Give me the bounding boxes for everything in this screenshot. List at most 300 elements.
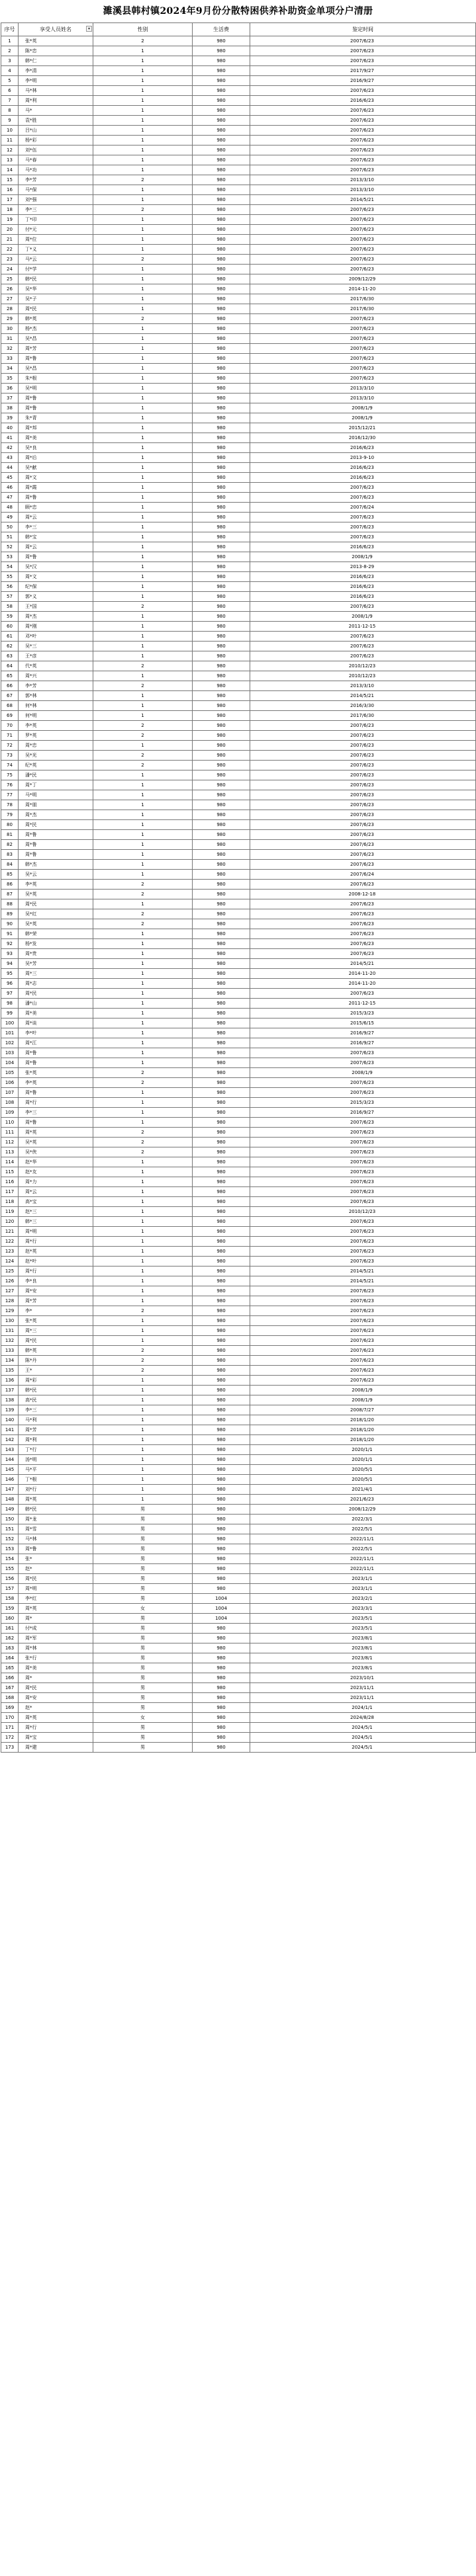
cell-gender[interactable]: 男 <box>93 1614 193 1624</box>
cell-index[interactable]: 55 <box>1 572 19 582</box>
cell-name[interactable]: 周*雪 <box>19 1524 93 1534</box>
cell-gender[interactable]: 1 <box>93 1286 193 1296</box>
cell-index[interactable]: 69 <box>1 711 19 721</box>
cell-fee[interactable]: 980 <box>193 542 250 552</box>
cell-index[interactable]: 93 <box>1 949 19 959</box>
cell-gender[interactable]: 1 <box>93 1197 193 1207</box>
cell-name[interactable]: 赵*友 <box>19 1167 93 1177</box>
cell-fee[interactable]: 980 <box>193 1564 250 1574</box>
cell-fee[interactable]: 980 <box>193 1286 250 1296</box>
cell-gender[interactable]: 1 <box>93 1485 193 1495</box>
cell-date[interactable]: 2016/6/23 <box>250 572 476 582</box>
cell-index[interactable]: 31 <box>1 334 19 344</box>
cell-date[interactable]: 2010/12/23 <box>250 1207 476 1217</box>
cell-name[interactable]: 周*云 <box>19 513 93 522</box>
cell-fee[interactable]: 980 <box>193 870 250 880</box>
cell-fee[interactable]: 980 <box>193 1653 250 1663</box>
cell-fee[interactable]: 980 <box>193 1683 250 1693</box>
cell-name[interactable]: 赵*叶 <box>19 1257 93 1267</box>
cell-gender[interactable]: 2 <box>93 721 193 731</box>
cell-fee[interactable]: 980 <box>193 364 250 374</box>
cell-date[interactable]: 2010/12/23 <box>250 661 476 671</box>
cell-date[interactable]: 2022/11/1 <box>250 1554 476 1564</box>
cell-index[interactable]: 155 <box>1 1564 19 1574</box>
cell-date[interactable]: 2007/6/23 <box>250 1376 476 1386</box>
cell-index[interactable]: 44 <box>1 463 19 473</box>
cell-fee[interactable]: 980 <box>193 106 250 116</box>
cell-date[interactable]: 2008/1/9 <box>250 612 476 622</box>
cell-date[interactable]: 2023/11/1 <box>250 1683 476 1693</box>
cell-name[interactable]: 张* <box>19 1554 93 1564</box>
cell-index[interactable]: 123 <box>1 1247 19 1257</box>
cell-date[interactable]: 2007/6/23 <box>250 820 476 830</box>
cell-gender[interactable]: 2 <box>93 175 193 185</box>
cell-gender[interactable]: 1 <box>93 522 193 532</box>
cell-fee[interactable]: 980 <box>193 1009 250 1018</box>
cell-date[interactable]: 2018/1/20 <box>250 1435 476 1445</box>
cell-index[interactable]: 41 <box>1 433 19 443</box>
cell-fee[interactable]: 980 <box>193 761 250 770</box>
cell-index[interactable]: 77 <box>1 790 19 800</box>
cell-gender[interactable]: 1 <box>93 552 193 562</box>
cell-name[interactable]: 周*利 <box>19 96 93 106</box>
cell-fee[interactable]: 980 <box>193 324 250 334</box>
cell-fee[interactable]: 980 <box>193 1445 250 1455</box>
cell-index[interactable]: 98 <box>1 999 19 1009</box>
cell-index[interactable]: 135 <box>1 1366 19 1376</box>
cell-date[interactable]: 2007/6/23 <box>250 899 476 909</box>
cell-name[interactable]: 周*行 <box>19 1237 93 1247</box>
cell-name[interactable]: 吴*明 <box>19 384 93 394</box>
cell-fee[interactable]: 980 <box>193 56 250 66</box>
cell-date[interactable]: 2007/6/23 <box>250 483 476 493</box>
cell-fee[interactable]: 980 <box>193 1505 250 1515</box>
cell-name[interactable]: 周*鲁 <box>19 394 93 403</box>
cell-gender[interactable]: 1 <box>93 1018 193 1028</box>
cell-name[interactable]: 何*明 <box>19 711 93 721</box>
cell-date[interactable]: 2007/6/23 <box>250 1316 476 1326</box>
cell-name[interactable]: 周*鲁 <box>19 403 93 413</box>
cell-name[interactable]: 韩*民 <box>19 1505 93 1515</box>
cell-index[interactable]: 157 <box>1 1584 19 1594</box>
cell-fee[interactable]: 980 <box>193 1693 250 1703</box>
cell-fee[interactable]: 980 <box>193 1515 250 1524</box>
cell-gender[interactable]: 2 <box>93 761 193 770</box>
cell-gender[interactable]: 2 <box>93 681 193 691</box>
cell-index[interactable]: 83 <box>1 850 19 860</box>
cell-fee[interactable]: 980 <box>193 1415 250 1425</box>
cell-gender[interactable]: 1 <box>93 413 193 423</box>
cell-name[interactable]: 吴*云 <box>19 870 93 880</box>
cell-date[interactable]: 2007/6/23 <box>250 145 476 155</box>
cell-gender[interactable]: 1 <box>93 1028 193 1038</box>
cell-date[interactable]: 2007/6/23 <box>250 1257 476 1267</box>
cell-fee[interactable]: 980 <box>193 136 250 145</box>
cell-date[interactable]: 2007/6/23 <box>250 1187 476 1197</box>
cell-date[interactable]: 2007/6/23 <box>250 493 476 503</box>
cell-fee[interactable]: 980 <box>193 1167 250 1177</box>
cell-index[interactable]: 143 <box>1 1445 19 1455</box>
cell-index[interactable]: 102 <box>1 1038 19 1048</box>
cell-index[interactable]: 168 <box>1 1693 19 1703</box>
cell-name[interactable]: 周*鲁 <box>19 552 93 562</box>
cell-fee[interactable]: 980 <box>193 860 250 870</box>
cell-name[interactable]: 马*利 <box>19 1415 93 1425</box>
cell-date[interactable]: 2007/6/23 <box>250 761 476 770</box>
cell-fee[interactable]: 980 <box>193 691 250 701</box>
cell-gender[interactable]: 1 <box>93 155 193 165</box>
cell-fee[interactable]: 980 <box>193 1643 250 1653</box>
cell-index[interactable]: 71 <box>1 731 19 741</box>
cell-index[interactable]: 87 <box>1 890 19 899</box>
cell-gender[interactable]: 1 <box>93 562 193 572</box>
cell-index[interactable]: 109 <box>1 1108 19 1118</box>
cell-index[interactable]: 23 <box>1 255 19 265</box>
cell-gender[interactable]: 1 <box>93 394 193 403</box>
cell-gender[interactable]: 1 <box>93 1217 193 1227</box>
cell-fee[interactable]: 980 <box>193 423 250 433</box>
cell-name[interactable]: 马*林 <box>19 86 93 96</box>
cell-name[interactable]: 周*美 <box>19 1663 93 1673</box>
cell-index[interactable]: 96 <box>1 979 19 989</box>
cell-fee[interactable]: 980 <box>193 265 250 274</box>
cell-gender[interactable]: 1 <box>93 1435 193 1445</box>
cell-date[interactable]: 2007/6/23 <box>250 929 476 939</box>
cell-index[interactable]: 52 <box>1 542 19 552</box>
cell-index[interactable]: 159 <box>1 1604 19 1614</box>
cell-fee[interactable]: 980 <box>193 1316 250 1326</box>
cell-gender[interactable]: 1 <box>93 810 193 820</box>
cell-index[interactable]: 32 <box>1 344 19 354</box>
cell-name[interactable]: 韩*民 <box>19 274 93 284</box>
cell-fee[interactable]: 980 <box>193 96 250 106</box>
cell-date[interactable]: 2007/6/23 <box>250 235 476 245</box>
cell-gender[interactable]: 女 <box>93 1604 193 1614</box>
cell-index[interactable]: 91 <box>1 929 19 939</box>
cell-date[interactable]: 2007/6/23 <box>250 1147 476 1157</box>
cell-index[interactable]: 150 <box>1 1515 19 1524</box>
cell-fee[interactable]: 980 <box>193 830 250 840</box>
cell-fee[interactable]: 980 <box>193 572 250 582</box>
cell-date[interactable]: 2023/8/1 <box>250 1653 476 1663</box>
cell-gender[interactable]: 1 <box>93 195 193 205</box>
cell-name[interactable]: 马*平 <box>19 1465 93 1475</box>
cell-name[interactable]: 周*芳 <box>19 1296 93 1306</box>
cell-index[interactable]: 142 <box>1 1435 19 1445</box>
cell-date[interactable]: 2016/6/23 <box>250 443 476 453</box>
cell-name[interactable]: 李*良 <box>19 1276 93 1286</box>
cell-gender[interactable]: 2 <box>93 1128 193 1138</box>
cell-fee[interactable]: 980 <box>193 731 250 741</box>
cell-index[interactable]: 166 <box>1 1673 19 1683</box>
cell-fee[interactable]: 980 <box>193 66 250 76</box>
cell-index[interactable]: 146 <box>1 1475 19 1485</box>
cell-fee[interactable]: 980 <box>193 959 250 969</box>
cell-name[interactable]: 李*英 <box>19 880 93 890</box>
cell-date[interactable]: 2007/6/23 <box>250 522 476 532</box>
cell-gender[interactable]: 男 <box>93 1515 193 1524</box>
cell-date[interactable]: 2018/1/20 <box>250 1425 476 1435</box>
cell-gender[interactable]: 1 <box>93 572 193 582</box>
cell-gender[interactable]: 1 <box>93 56 193 66</box>
cell-index[interactable]: 3 <box>1 56 19 66</box>
cell-name[interactable]: 韩*仁 <box>19 56 93 66</box>
cell-fee[interactable]: 980 <box>193 642 250 651</box>
cell-index[interactable]: 48 <box>1 503 19 513</box>
cell-date[interactable]: 2007/6/23 <box>250 1128 476 1138</box>
cell-fee[interactable]: 980 <box>193 1147 250 1157</box>
cell-fee[interactable]: 980 <box>193 632 250 642</box>
cell-fee[interactable]: 980 <box>193 1078 250 1088</box>
cell-name[interactable]: 朱*青 <box>19 413 93 423</box>
cell-gender[interactable]: 1 <box>93 999 193 1009</box>
cell-gender[interactable]: 男 <box>93 1544 193 1554</box>
cell-date[interactable]: 2007/6/23 <box>250 513 476 522</box>
cell-gender[interactable]: 男 <box>93 1733 193 1743</box>
header-name[interactable] <box>19 23 93 36</box>
cell-name[interactable]: 杨*发 <box>19 939 93 949</box>
cell-date[interactable]: 2020/1/1 <box>250 1455 476 1465</box>
cell-fee[interactable]: 980 <box>193 909 250 919</box>
cell-index[interactable]: 80 <box>1 820 19 830</box>
cell-date[interactable]: 2022/11/1 <box>250 1534 476 1544</box>
cell-index[interactable]: 140 <box>1 1415 19 1425</box>
cell-gender[interactable]: 1 <box>93 1376 193 1386</box>
cell-fee[interactable]: 980 <box>193 1544 250 1554</box>
cell-name[interactable]: 周*鲁 <box>19 830 93 840</box>
cell-name[interactable]: 周*龙 <box>19 1515 93 1524</box>
cell-gender[interactable]: 1 <box>93 126 193 136</box>
cell-gender[interactable]: 1 <box>93 711 193 721</box>
cell-fee[interactable]: 980 <box>193 919 250 929</box>
cell-name[interactable]: 周*朋 <box>19 800 93 810</box>
cell-name[interactable]: 纪*英 <box>19 761 93 770</box>
cell-index[interactable]: 124 <box>1 1257 19 1267</box>
cell-date[interactable]: 2008/1/9 <box>250 403 476 413</box>
cell-gender[interactable]: 1 <box>93 671 193 681</box>
cell-name[interactable]: 吕*山 <box>19 126 93 136</box>
cell-gender[interactable]: 1 <box>93 1395 193 1405</box>
cell-date[interactable]: 2010/12/23 <box>250 671 476 681</box>
cell-name[interactable]: 周*霞 <box>19 483 93 493</box>
cell-name[interactable]: 付*学 <box>19 265 93 274</box>
cell-fee[interactable]: 980 <box>193 314 250 324</box>
cell-name[interactable]: 周*位 <box>19 235 93 245</box>
cell-name[interactable]: 丁*义 <box>19 245 93 255</box>
cell-index[interactable]: 13 <box>1 155 19 165</box>
cell-fee[interactable]: 980 <box>193 155 250 165</box>
cell-name[interactable]: 周*三 <box>19 969 93 979</box>
cell-fee[interactable]: 980 <box>193 1743 250 1753</box>
cell-fee[interactable]: 980 <box>193 1108 250 1118</box>
cell-date[interactable]: 2023/10/1 <box>250 1673 476 1683</box>
cell-fee[interactable]: 980 <box>193 1326 250 1336</box>
cell-name[interactable]: 李*英 <box>19 721 93 731</box>
cell-fee[interactable]: 980 <box>193 1405 250 1415</box>
cell-date[interactable]: 2007/6/23 <box>250 1346 476 1356</box>
cell-date[interactable]: 2016/9/27 <box>250 1028 476 1038</box>
cell-index[interactable]: 97 <box>1 989 19 999</box>
cell-index[interactable]: 66 <box>1 681 19 691</box>
cell-name[interactable]: 周*行 <box>19 1098 93 1108</box>
cell-gender[interactable]: 1 <box>93 1415 193 1425</box>
cell-fee[interactable]: 980 <box>193 651 250 661</box>
cell-index[interactable]: 153 <box>1 1544 19 1554</box>
cell-index[interactable]: 152 <box>1 1534 19 1544</box>
cell-index[interactable]: 141 <box>1 1425 19 1435</box>
cell-fee[interactable]: 980 <box>193 1346 250 1356</box>
cell-fee[interactable]: 980 <box>193 1713 250 1723</box>
cell-fee[interactable]: 980 <box>193 1296 250 1306</box>
cell-gender[interactable]: 1 <box>93 374 193 384</box>
cell-fee[interactable]: 980 <box>193 701 250 711</box>
cell-index[interactable]: 134 <box>1 1356 19 1366</box>
cell-fee[interactable]: 980 <box>193 86 250 96</box>
cell-gender[interactable]: 2 <box>93 314 193 324</box>
cell-index[interactable]: 43 <box>1 453 19 463</box>
cell-fee[interactable]: 980 <box>193 780 250 790</box>
cell-fee[interactable]: 980 <box>193 1118 250 1128</box>
cell-gender[interactable]: 1 <box>93 959 193 969</box>
cell-fee[interactable]: 980 <box>193 999 250 1009</box>
cell-date[interactable]: 2007/6/23 <box>250 1197 476 1207</box>
cell-index[interactable]: 42 <box>1 443 19 453</box>
cell-gender[interactable]: 1 <box>93 870 193 880</box>
cell-fee[interactable]: 980 <box>193 929 250 939</box>
cell-gender[interactable]: 1 <box>93 483 193 493</box>
cell-fee[interactable]: 980 <box>193 1376 250 1386</box>
cell-index[interactable]: 167 <box>1 1683 19 1693</box>
cell-index[interactable]: 88 <box>1 899 19 909</box>
cell-gender[interactable]: 2 <box>93 1068 193 1078</box>
cell-name[interactable]: 吴*光 <box>19 751 93 761</box>
cell-name[interactable]: 邓*叶 <box>19 632 93 642</box>
cell-index[interactable]: 58 <box>1 602 19 612</box>
cell-date[interactable]: 2018/1/20 <box>250 1415 476 1425</box>
cell-date[interactable]: 2014/5/21 <box>250 691 476 701</box>
cell-fee[interactable]: 980 <box>193 1584 250 1594</box>
cell-gender[interactable]: 2 <box>93 880 193 890</box>
cell-gender[interactable]: 1 <box>93 840 193 850</box>
cell-fee[interactable]: 980 <box>193 255 250 265</box>
cell-fee[interactable]: 980 <box>193 1465 250 1475</box>
cell-index[interactable]: 94 <box>1 959 19 969</box>
cell-date[interactable]: 2007/6/23 <box>250 354 476 364</box>
cell-date[interactable]: 2015/6/15 <box>250 1018 476 1028</box>
cell-name[interactable]: 吴*华 <box>19 284 93 294</box>
cell-fee[interactable]: 980 <box>193 522 250 532</box>
cell-date[interactable]: 2024/8/28 <box>250 1713 476 1723</box>
cell-index[interactable]: 60 <box>1 622 19 632</box>
cell-index[interactable]: 78 <box>1 800 19 810</box>
cell-date[interactable]: 2022/5/1 <box>250 1544 476 1554</box>
cell-fee[interactable]: 980 <box>193 1624 250 1634</box>
cell-index[interactable]: 46 <box>1 483 19 493</box>
cell-name[interactable]: 周*鲁 <box>19 840 93 850</box>
cell-index[interactable]: 118 <box>1 1197 19 1207</box>
cell-gender[interactable]: 2 <box>93 602 193 612</box>
cell-name[interactable]: 罗*英 <box>19 731 93 741</box>
cell-date[interactable]: 2007/6/23 <box>250 860 476 870</box>
cell-gender[interactable]: 2 <box>93 731 193 741</box>
cell-fee[interactable]: 980 <box>193 36 250 46</box>
cell-index[interactable]: 113 <box>1 1147 19 1157</box>
cell-gender[interactable]: 1 <box>93 780 193 790</box>
cell-index[interactable]: 57 <box>1 592 19 602</box>
cell-index[interactable]: 12 <box>1 145 19 155</box>
cell-fee[interactable]: 980 <box>193 602 250 612</box>
cell-index[interactable]: 67 <box>1 691 19 701</box>
cell-index[interactable]: 38 <box>1 403 19 413</box>
cell-name[interactable]: 陈*丹 <box>19 1356 93 1366</box>
cell-date[interactable]: 2007/6/23 <box>250 840 476 850</box>
cell-gender[interactable]: 1 <box>93 1296 193 1306</box>
cell-name[interactable]: 吴*昌 <box>19 364 93 374</box>
cell-name[interactable]: 周*行 <box>19 1267 93 1276</box>
cell-fee[interactable]: 980 <box>193 1495 250 1505</box>
cell-name[interactable]: 赵*三 <box>19 1207 93 1217</box>
cell-name[interactable]: 张*英 <box>19 1316 93 1326</box>
cell-fee[interactable]: 980 <box>193 394 250 403</box>
cell-index[interactable]: 8 <box>1 106 19 116</box>
cell-name[interactable]: 马* <box>19 106 93 116</box>
cell-name[interactable]: 高*宝 <box>19 1197 93 1207</box>
cell-name[interactable]: 周*安 <box>19 1286 93 1296</box>
cell-gender[interactable]: 1 <box>93 929 193 939</box>
cell-name[interactable]: 周*英 <box>19 1713 93 1723</box>
cell-gender[interactable]: 1 <box>93 969 193 979</box>
cell-date[interactable]: 2007/6/23 <box>250 1366 476 1376</box>
cell-fee[interactable]: 980 <box>193 1723 250 1733</box>
cell-gender[interactable]: 1 <box>93 1177 193 1187</box>
cell-index[interactable]: 138 <box>1 1395 19 1405</box>
cell-date[interactable]: 2007/6/24 <box>250 503 476 513</box>
cell-name[interactable]: 潘*山 <box>19 999 93 1009</box>
cell-date[interactable]: 2007/6/23 <box>250 532 476 542</box>
cell-name[interactable]: 周*杰 <box>19 810 93 820</box>
cell-gender[interactable]: 2 <box>93 661 193 671</box>
cell-date[interactable]: 2007/6/23 <box>250 1217 476 1227</box>
cell-index[interactable]: 7 <box>1 96 19 106</box>
cell-index[interactable]: 92 <box>1 939 19 949</box>
cell-index[interactable]: 171 <box>1 1723 19 1733</box>
cell-date[interactable]: 2014/5/21 <box>250 1276 476 1286</box>
cell-name[interactable]: 周*彩 <box>19 1376 93 1386</box>
cell-fee[interactable]: 980 <box>193 463 250 473</box>
cell-fee[interactable]: 980 <box>193 245 250 255</box>
cell-index[interactable]: 61 <box>1 632 19 642</box>
cell-date[interactable]: 2013/3/10 <box>250 681 476 691</box>
cell-name[interactable]: 周*文 <box>19 473 93 483</box>
cell-fee[interactable]: 980 <box>193 979 250 989</box>
cell-name[interactable]: 周*宝 <box>19 1733 93 1743</box>
cell-index[interactable]: 53 <box>1 552 19 562</box>
cell-fee[interactable]: 980 <box>193 1128 250 1138</box>
cell-gender[interactable]: 1 <box>93 86 193 96</box>
cell-gender[interactable]: 1 <box>93 701 193 711</box>
cell-fee[interactable]: 980 <box>193 274 250 284</box>
cell-fee[interactable]: 980 <box>193 1267 250 1276</box>
cell-gender[interactable]: 男 <box>93 1743 193 1753</box>
cell-fee[interactable]: 980 <box>193 1276 250 1286</box>
cell-index[interactable]: 24 <box>1 265 19 274</box>
cell-gender[interactable]: 1 <box>93 1058 193 1068</box>
cell-fee[interactable]: 980 <box>193 175 250 185</box>
cell-fee[interactable]: 980 <box>193 1247 250 1257</box>
cell-date[interactable]: 2008/1/9 <box>250 1395 476 1405</box>
cell-gender[interactable]: 1 <box>93 820 193 830</box>
cell-fee[interactable]: 980 <box>193 790 250 800</box>
